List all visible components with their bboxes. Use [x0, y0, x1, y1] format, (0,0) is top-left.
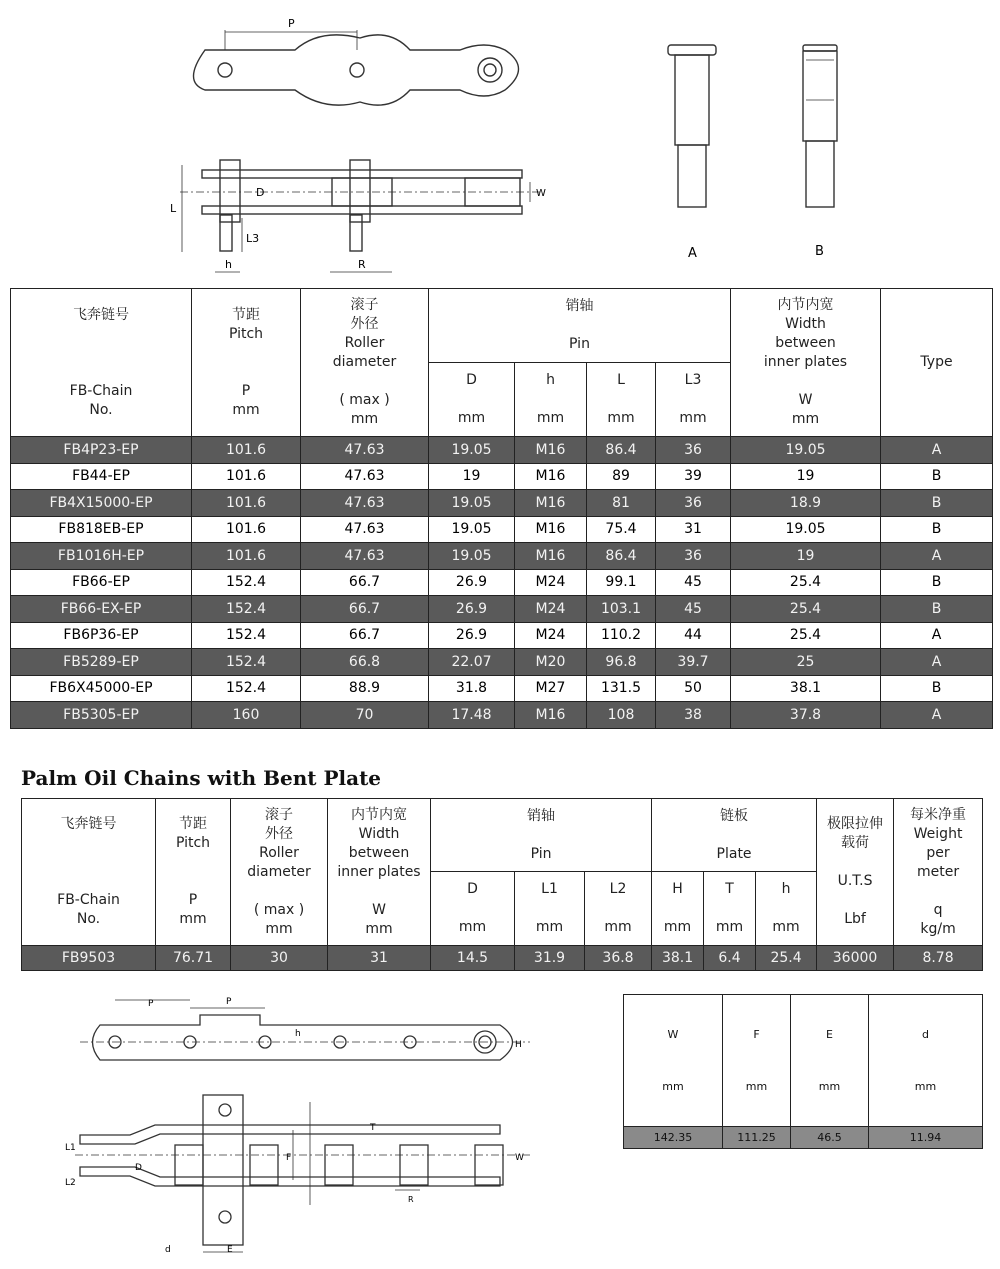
section-title: Palm Oil Chains with Bent Plate: [21, 766, 382, 790]
label-d: d: [165, 1245, 171, 1255]
table-cell: 101.6: [192, 437, 301, 464]
table-cell: 66.7: [301, 569, 429, 596]
table-cell: M24: [515, 569, 587, 596]
table-cell: 8.78: [894, 946, 983, 971]
cell3-W: 142.35: [624, 1127, 723, 1149]
table-cell: FB5289-EP: [11, 649, 192, 676]
table-cell: FB4P23-EP: [11, 437, 192, 464]
table-cell: 19: [731, 463, 881, 490]
table-cell: 66.7: [301, 622, 429, 649]
header2-T: T mm: [704, 872, 756, 946]
table-row: [11, 596, 993, 623]
table-cell: M20: [515, 649, 587, 676]
table-cell: 152.4: [192, 596, 301, 623]
table-cell: M16: [515, 543, 587, 570]
table-cell: 101.6: [192, 463, 301, 490]
table-cell: A: [881, 437, 993, 464]
cell3-E: 46.5: [791, 1127, 869, 1149]
label-P-right: P: [226, 997, 232, 1007]
table-row: [11, 463, 993, 490]
table-cell: 25.4: [756, 946, 817, 971]
header2-uts: 极限拉伸 载荷 U.T.S Lbf: [817, 799, 894, 946]
header3-E: E mm: [791, 995, 869, 1127]
header2-chain-no: 飞奔链号 FB-Chain No.: [22, 799, 156, 946]
table-cell: 38.1: [652, 946, 704, 971]
table-cell: 19: [429, 463, 515, 490]
table-cell: A: [881, 649, 993, 676]
table-row: [11, 516, 993, 543]
header-width: 内节内宽 Width between inner plates W mm: [731, 289, 881, 437]
table-cell: 19.05: [429, 490, 515, 517]
table-cell: M16: [515, 463, 587, 490]
table-cell: 152.4: [192, 649, 301, 676]
label-D: D: [256, 186, 265, 199]
pin-type-a-label: A: [688, 246, 697, 261]
table-cell: 36: [656, 543, 731, 570]
label-R: R: [358, 258, 366, 271]
bent-plate-chain-diagram: [60, 990, 540, 1260]
table-cell: 25.4: [731, 596, 881, 623]
header-pitch: 节距 Pitch P mm: [192, 289, 301, 437]
header3-d: d mm: [869, 995, 983, 1127]
pin-type-b-label: B: [815, 244, 824, 259]
table-cell: FB9503: [22, 946, 156, 971]
table-cell: FB44-EP: [11, 463, 192, 490]
table-cell: A: [881, 702, 993, 729]
table-cell: B: [881, 675, 993, 702]
header-chain-no: 飞奔链号 FB-Chain No.: [11, 289, 192, 437]
table-cell: 19.05: [429, 437, 515, 464]
table-cell: A: [881, 543, 993, 570]
label-H: H: [515, 1040, 522, 1050]
table-cell: 47.63: [301, 490, 429, 517]
table-cell: 25.4: [731, 569, 881, 596]
table-row: [22, 946, 983, 971]
table-cell: 19: [731, 543, 881, 570]
table-cell: 47.63: [301, 516, 429, 543]
table-row: [11, 490, 993, 517]
table-cell: 22.07: [429, 649, 515, 676]
table-cell: 88.9: [301, 675, 429, 702]
table-cell: FB66-EX-EP: [11, 596, 192, 623]
table-cell: 31: [328, 946, 431, 971]
header-type: Type: [881, 289, 993, 437]
table-cell: 152.4: [192, 675, 301, 702]
table-cell: 36000: [817, 946, 894, 971]
label-L3: L3: [246, 232, 260, 245]
table-cell: FB6P36-EP: [11, 622, 192, 649]
label-P: P: [288, 17, 295, 30]
table-cell: 81: [587, 490, 656, 517]
table-cell: 36: [656, 437, 731, 464]
table-cell: FB818EB-EP: [11, 516, 192, 543]
table-row: [11, 622, 993, 649]
table-cell: 76.71: [156, 946, 231, 971]
label-h-2: h: [295, 1029, 301, 1039]
header2-h: h mm: [756, 872, 817, 946]
label-P-left: P: [148, 999, 154, 1009]
header-h: h mm: [515, 363, 587, 437]
table-cell: 66.7: [301, 596, 429, 623]
table-cell: 101.6: [192, 516, 301, 543]
table-cell: M16: [515, 437, 587, 464]
table-cell: M16: [515, 516, 587, 543]
table-cell: 86.4: [587, 437, 656, 464]
table-cell: 96.8: [587, 649, 656, 676]
table-cell: 39: [656, 463, 731, 490]
header2-pin-group: 销轴 Pin: [431, 799, 652, 872]
table-cell: 44: [656, 622, 731, 649]
table-cell: 39.7: [656, 649, 731, 676]
header2-plate-group: 链板 Plate: [652, 799, 817, 872]
table-cell: 99.1: [587, 569, 656, 596]
table-cell: 86.4: [587, 543, 656, 570]
table-cell: 17.48: [429, 702, 515, 729]
table-cell: 19.05: [429, 543, 515, 570]
table-cell: M24: [515, 622, 587, 649]
table-cell: B: [881, 490, 993, 517]
pin-type-diagrams: [640, 30, 870, 270]
label-L2: L2: [65, 1178, 76, 1188]
header-D: D mm: [429, 363, 515, 437]
header-L: L mm: [587, 363, 656, 437]
table-cell: 31.8: [429, 675, 515, 702]
table-cell: FB6X45000-EP: [11, 675, 192, 702]
table-cell: 38: [656, 702, 731, 729]
label-W: W: [536, 188, 546, 199]
table-cell: 26.9: [429, 569, 515, 596]
table-row: [11, 569, 993, 596]
cell3-d: 11.94: [869, 1127, 983, 1149]
label-W-2: W: [515, 1153, 524, 1163]
table-cell: 47.63: [301, 437, 429, 464]
table-row: [11, 649, 993, 676]
table-cell: 36.8: [585, 946, 652, 971]
header2-L1: L1 mm: [515, 872, 585, 946]
table-cell: A: [881, 622, 993, 649]
table-cell: M16: [515, 702, 587, 729]
attachment-dimension-table: [623, 994, 983, 1149]
header-roller: 滚子 外径 Roller diameter ( max ) mm: [301, 289, 429, 437]
table-cell: FB1016H-EP: [11, 543, 192, 570]
palm-oil-chain-rows: [22, 946, 983, 971]
table-cell: 25: [731, 649, 881, 676]
table-cell: 47.63: [301, 543, 429, 570]
header2-roller: 滚子 外径 Roller diameter ( max ) mm: [231, 799, 328, 946]
table-cell: 37.8: [731, 702, 881, 729]
label-D-2: D: [135, 1163, 142, 1173]
table-cell: 75.4: [587, 516, 656, 543]
header2-D: D mm: [431, 872, 515, 946]
table-cell: 89: [587, 463, 656, 490]
table-cell: 19.05: [429, 516, 515, 543]
header2-L2: L2 mm: [585, 872, 652, 946]
table-cell: 152.4: [192, 622, 301, 649]
table-cell: M16: [515, 490, 587, 517]
label-h: h: [225, 258, 232, 271]
table-cell: B: [881, 463, 993, 490]
table-cell: 70: [301, 702, 429, 729]
table-cell: 47.63: [301, 463, 429, 490]
table-cell: B: [881, 569, 993, 596]
table-cell: 18.9: [731, 490, 881, 517]
header2-pitch: 节距 Pitch P mm: [156, 799, 231, 946]
header3-F: F mm: [723, 995, 791, 1127]
table-cell: M24: [515, 596, 587, 623]
palm-oil-chain-table: [21, 798, 983, 971]
label-E: E: [227, 1245, 233, 1255]
table-cell: 101.6: [192, 490, 301, 517]
table-cell: 31: [656, 516, 731, 543]
table-cell: B: [881, 596, 993, 623]
table-cell: 45: [656, 569, 731, 596]
table-cell: 36: [656, 490, 731, 517]
table-cell: FB4X15000-EP: [11, 490, 192, 517]
header2-width: 内节内宽 Width between inner plates W mm: [328, 799, 431, 946]
table-cell: 6.4: [704, 946, 756, 971]
table-row: [11, 543, 993, 570]
cell3-F: 111.25: [723, 1127, 791, 1149]
table-cell: 152.4: [192, 569, 301, 596]
chain-spec-rows: [11, 437, 993, 729]
table-cell: 50: [656, 675, 731, 702]
table-cell: 14.5: [431, 946, 515, 971]
table-cell: B: [881, 516, 993, 543]
table-cell: FB5305-EP: [11, 702, 192, 729]
table-cell: M27: [515, 675, 587, 702]
table-cell: 19.05: [731, 437, 881, 464]
table-row: [11, 702, 993, 729]
table-cell: 38.1: [731, 675, 881, 702]
table-cell: 108: [587, 702, 656, 729]
table-cell: 160: [192, 702, 301, 729]
table-cell: 66.8: [301, 649, 429, 676]
label-L: L: [170, 202, 177, 215]
table-cell: 45: [656, 596, 731, 623]
table-cell: 31.9: [515, 946, 585, 971]
table-cell: 26.9: [429, 622, 515, 649]
label-R-2: R: [408, 1195, 414, 1204]
table-cell: 25.4: [731, 622, 881, 649]
chain-side-view-diagram: [160, 10, 560, 280]
table-cell: 131.5: [587, 675, 656, 702]
table-cell: 101.6: [192, 543, 301, 570]
table-cell: 110.2: [587, 622, 656, 649]
header-L3: L3 mm: [656, 363, 731, 437]
table-cell: FB66-EP: [11, 569, 192, 596]
label-F: F: [286, 1153, 292, 1163]
table-cell: 26.9: [429, 596, 515, 623]
chain-spec-table: [10, 288, 993, 729]
header2-weight: 每米净重 Weight per meter q kg/m: [894, 799, 983, 946]
table-cell: 19.05: [731, 516, 881, 543]
header3-W: W mm: [624, 995, 723, 1127]
table-cell: 103.1: [587, 596, 656, 623]
header2-H: H mm: [652, 872, 704, 946]
label-T: T: [370, 1123, 376, 1133]
header-pin-group: 销轴 Pin: [429, 289, 731, 363]
table-row: [11, 675, 993, 702]
table-cell: 30: [231, 946, 328, 971]
label-L1: L1: [65, 1143, 76, 1153]
table-row: [11, 437, 993, 464]
